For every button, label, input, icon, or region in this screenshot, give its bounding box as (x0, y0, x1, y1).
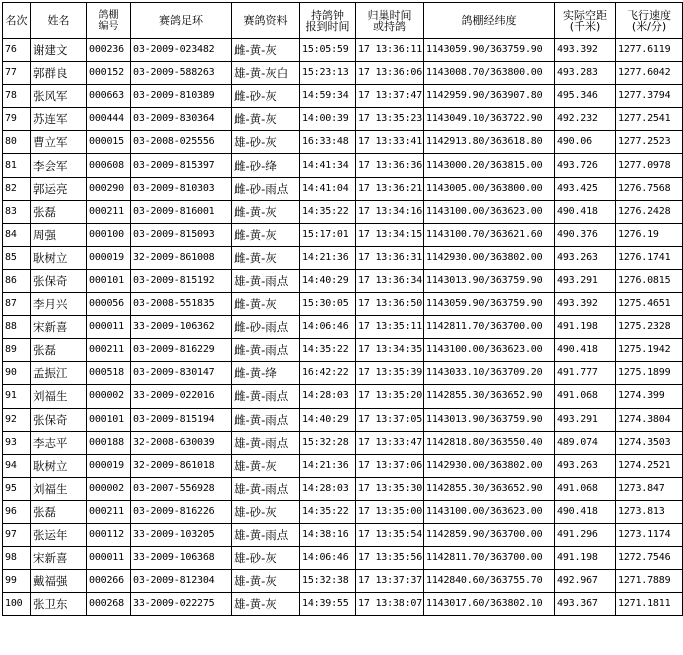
cell-ring: 03-2009-810389 (131, 85, 232, 108)
cell-rank: 97 (3, 523, 31, 546)
cell-speed: 1274.3503 (616, 431, 683, 454)
cell-speed: 1277.6119 (616, 39, 683, 62)
cell-coordinates: 1143100.00/363623.00 (424, 500, 555, 523)
cell-speed: 1274.3804 (616, 408, 683, 431)
cell-ring: 33-2009-103205 (131, 523, 232, 546)
cell-info: 雌-黄-灰 (232, 108, 300, 131)
cell-loft-number: 000019 (87, 454, 131, 477)
table-row (3, 177, 683, 200)
cell-rank: 81 (3, 154, 31, 177)
cell-ring: 03-2009-816226 (131, 500, 232, 523)
cell-coordinates: 1142840.60/363755.70 (424, 570, 555, 593)
cell-speed: 1275.4651 (616, 293, 683, 316)
cell-ring: 03-2009-815093 (131, 223, 232, 246)
cell-info: 雌-砂-雨点 (232, 177, 300, 200)
header-clock-time (300, 3, 356, 39)
cell-distance: 492.232 (555, 108, 616, 131)
cell-loft-number: 000663 (87, 85, 131, 108)
cell-arrival-time: 17 13:36:06 (356, 62, 424, 85)
header-rank: 名次 (3, 3, 31, 39)
table-row (3, 408, 683, 431)
cell-loft-number: 000236 (87, 39, 131, 62)
table-row (3, 154, 683, 177)
cell-loft-number: 000015 (87, 131, 131, 154)
cell-rank: 84 (3, 223, 31, 246)
cell-distance: 490.418 (555, 339, 616, 362)
cell-coordinates: 1142930.00/363802.00 (424, 246, 555, 269)
cell-ring: 03-2009-812304 (131, 570, 232, 593)
cell-ring: 33-2009-022275 (131, 593, 232, 616)
cell-coordinates: 1143049.10/363722.90 (424, 108, 555, 131)
cell-ring: 03-2008-025556 (131, 131, 232, 154)
cell-distance: 493.392 (555, 39, 616, 62)
cell-name: 孟振江 (31, 362, 87, 385)
cell-distance: 493.291 (555, 408, 616, 431)
cell-distance: 491.068 (555, 385, 616, 408)
cell-ring: 33-2009-106368 (131, 547, 232, 570)
table-row (3, 85, 683, 108)
cell-coordinates: 1142913.80/363618.80 (424, 131, 555, 154)
cell-ring: 03-2008-551835 (131, 293, 232, 316)
cell-arrival-time: 17 13:34:16 (356, 200, 424, 223)
header-name: 姓名 (31, 3, 87, 39)
cell-clock-time: 14:21:36 (300, 246, 356, 269)
cell-info: 雌-黄-灰 (232, 246, 300, 269)
cell-distance: 490.418 (555, 200, 616, 223)
cell-coordinates: 1143033.10/363709.20 (424, 362, 555, 385)
table-row (3, 269, 683, 292)
header-distance (555, 3, 616, 39)
cell-ring: 03-2009-815194 (131, 408, 232, 431)
cell-name: 耿树立 (31, 454, 87, 477)
header-ring: 赛鸽足环 (131, 3, 232, 39)
cell-name: 曹立军 (31, 131, 87, 154)
cell-rank: 96 (3, 500, 31, 523)
cell-arrival-time: 17 13:33:47 (356, 431, 424, 454)
cell-coordinates: 1143059.90/363759.90 (424, 39, 555, 62)
cell-speed: 1275.1942 (616, 339, 683, 362)
cell-speed: 1271.1811 (616, 593, 683, 616)
cell-distance: 493.726 (555, 154, 616, 177)
cell-speed: 1274.399 (616, 385, 683, 408)
cell-name: 张保奇 (31, 269, 87, 292)
cell-arrival-time: 17 13:37:37 (356, 570, 424, 593)
cell-info: 雄-砂-灰 (232, 131, 300, 154)
cell-clock-time: 14:06:46 (300, 316, 356, 339)
table-row (3, 62, 683, 85)
race-results-table (2, 2, 683, 616)
cell-name: 宋新喜 (31, 547, 87, 570)
cell-rank: 94 (3, 454, 31, 477)
cell-loft-number: 000112 (87, 523, 131, 546)
cell-speed: 1276.0815 (616, 269, 683, 292)
cell-rank: 86 (3, 269, 31, 292)
header-row (3, 3, 683, 39)
cell-clock-time: 14:28:03 (300, 477, 356, 500)
cell-distance: 492.967 (555, 570, 616, 593)
cell-ring: 32-2009-861018 (131, 454, 232, 477)
cell-loft-number: 000011 (87, 547, 131, 570)
cell-coordinates: 1142811.70/363700.00 (424, 547, 555, 570)
cell-rank: 99 (3, 570, 31, 593)
cell-speed: 1277.3794 (616, 85, 683, 108)
header-loft-number (87, 3, 131, 39)
header-clock-line1: 持鸽钟 (311, 8, 344, 22)
cell-ring: 03-2009-830364 (131, 108, 232, 131)
table-row (3, 385, 683, 408)
cell-distance: 491.198 (555, 316, 616, 339)
cell-clock-time: 14:35:22 (300, 500, 356, 523)
cell-arrival-time: 17 13:36:36 (356, 154, 424, 177)
cell-distance: 491.296 (555, 523, 616, 546)
cell-loft-number: 000002 (87, 385, 131, 408)
cell-distance: 491.198 (555, 547, 616, 570)
cell-arrival-time: 17 13:36:21 (356, 177, 424, 200)
cell-distance: 493.291 (555, 269, 616, 292)
cell-clock-time: 14:35:22 (300, 339, 356, 362)
cell-speed: 1277.0978 (616, 154, 683, 177)
cell-rank: 98 (3, 547, 31, 570)
cell-distance: 493.425 (555, 177, 616, 200)
cell-speed: 1271.7889 (616, 570, 683, 593)
cell-loft-number: 000211 (87, 500, 131, 523)
cell-clock-time: 16:42:22 (300, 362, 356, 385)
results-table-container (2, 2, 683, 616)
cell-arrival-time: 17 13:35:20 (356, 385, 424, 408)
cell-clock-time: 14:41:34 (300, 154, 356, 177)
cell-loft-number: 000100 (87, 223, 131, 246)
cell-loft-number: 000002 (87, 477, 131, 500)
cell-clock-time: 14:38:16 (300, 523, 356, 546)
cell-arrival-time: 17 13:33:41 (356, 131, 424, 154)
cell-coordinates: 1143100.00/363623.00 (424, 200, 555, 223)
cell-name: 郭运亮 (31, 177, 87, 200)
cell-coordinates: 1142859.90/363700.00 (424, 523, 555, 546)
cell-distance: 493.367 (555, 593, 616, 616)
cell-speed: 1277.6042 (616, 62, 683, 85)
cell-info: 雄-黄-灰白 (232, 62, 300, 85)
cell-rank: 93 (3, 431, 31, 454)
cell-arrival-time: 17 13:35:11 (356, 316, 424, 339)
cell-info: 雌-黄-灰 (232, 223, 300, 246)
header-speed-line1: 飞行速度 (627, 8, 671, 22)
cell-coordinates: 1142959.90/363907.80 (424, 85, 555, 108)
cell-speed: 1277.2523 (616, 131, 683, 154)
cell-speed: 1273.847 (616, 477, 683, 500)
cell-arrival-time: 17 13:36:31 (356, 246, 424, 269)
cell-name: 张风军 (31, 85, 87, 108)
cell-arrival-time: 17 13:36:50 (356, 293, 424, 316)
header-loft-line2: 编号 (98, 20, 119, 32)
cell-rank: 92 (3, 408, 31, 431)
cell-distance: 491.777 (555, 362, 616, 385)
cell-name: 周强 (31, 223, 87, 246)
cell-coordinates: 1143013.90/363759.90 (424, 408, 555, 431)
cell-coordinates: 1142855.30/363652.90 (424, 477, 555, 500)
cell-speed: 1274.2521 (616, 454, 683, 477)
cell-name: 戴福强 (31, 570, 87, 593)
cell-arrival-time: 17 13:36:11 (356, 39, 424, 62)
cell-info: 雄-黄-雨点 (232, 269, 300, 292)
cell-loft-number: 000444 (87, 108, 131, 131)
cell-clock-time: 14:21:36 (300, 454, 356, 477)
cell-clock-time: 15:17:01 (300, 223, 356, 246)
cell-rank: 90 (3, 362, 31, 385)
cell-rank: 77 (3, 62, 31, 85)
cell-ring: 32-2009-861008 (131, 246, 232, 269)
cell-coordinates: 1143059.90/363759.90 (424, 293, 555, 316)
results-body (3, 39, 683, 616)
cell-name: 张磊 (31, 339, 87, 362)
cell-arrival-time: 17 13:37:47 (356, 85, 424, 108)
cell-coordinates: 1142818.80/363550.40 (424, 431, 555, 454)
cell-clock-time: 15:32:28 (300, 431, 356, 454)
cell-info: 雄-黄-雨点 (232, 523, 300, 546)
cell-ring: 03-2009-816001 (131, 200, 232, 223)
cell-distance: 493.283 (555, 62, 616, 85)
cell-arrival-time: 17 13:34:35 (356, 339, 424, 362)
cell-info: 雄-黄-灰 (232, 570, 300, 593)
cell-info: 雌-黄-绛 (232, 362, 300, 385)
cell-rank: 76 (3, 39, 31, 62)
cell-arrival-time: 17 13:37:05 (356, 408, 424, 431)
cell-speed: 1275.1899 (616, 362, 683, 385)
cell-distance: 493.392 (555, 293, 616, 316)
cell-arrival-time: 17 13:35:39 (356, 362, 424, 385)
header-speed-line2: (米/分) (631, 19, 667, 33)
cell-name: 张磊 (31, 500, 87, 523)
header-info: 赛鸽资料 (232, 3, 300, 39)
table-row (3, 454, 683, 477)
cell-info: 雌-黄-灰 (232, 39, 300, 62)
table-row (3, 293, 683, 316)
table-row (3, 316, 683, 339)
cell-distance: 490.06 (555, 131, 616, 154)
cell-arrival-time: 17 13:35:00 (356, 500, 424, 523)
cell-ring: 03-2009-588263 (131, 62, 232, 85)
cell-clock-time: 14:40:29 (300, 269, 356, 292)
table-row (3, 593, 683, 616)
cell-arrival-time: 17 13:35:56 (356, 547, 424, 570)
cell-name: 张卫东 (31, 593, 87, 616)
cell-name: 谢建文 (31, 39, 87, 62)
cell-info: 雌-砂-灰 (232, 85, 300, 108)
table-row (3, 477, 683, 500)
cell-ring: 03-2007-556928 (131, 477, 232, 500)
cell-speed: 1276.19 (616, 223, 683, 246)
cell-clock-time: 15:30:05 (300, 293, 356, 316)
cell-rank: 83 (3, 200, 31, 223)
cell-clock-time: 16:33:48 (300, 131, 356, 154)
cell-name: 郭群良 (31, 62, 87, 85)
cell-info: 雄-黄-雨点 (232, 431, 300, 454)
cell-distance: 495.346 (555, 85, 616, 108)
cell-rank: 80 (3, 131, 31, 154)
cell-coordinates: 1143008.70/363800.00 (424, 62, 555, 85)
cell-ring: 03-2009-815192 (131, 269, 232, 292)
cell-clock-time: 14:59:34 (300, 85, 356, 108)
cell-name: 李志平 (31, 431, 87, 454)
cell-info: 雌-砂-雨点 (232, 316, 300, 339)
table-row (3, 500, 683, 523)
cell-distance: 491.068 (555, 477, 616, 500)
cell-loft-number: 000518 (87, 362, 131, 385)
cell-ring: 32-2008-630039 (131, 431, 232, 454)
cell-speed: 1276.1741 (616, 246, 683, 269)
cell-coordinates: 1143013.90/363759.90 (424, 269, 555, 292)
cell-speed: 1276.2428 (616, 200, 683, 223)
table-row (3, 223, 683, 246)
cell-info: 雌-黄-灰 (232, 293, 300, 316)
cell-clock-time: 14:35:22 (300, 200, 356, 223)
cell-info: 雌-黄-灰 (232, 200, 300, 223)
cell-loft-number: 000019 (87, 246, 131, 269)
table-row (3, 547, 683, 570)
table-row (3, 131, 683, 154)
cell-ring: 03-2009-810303 (131, 177, 232, 200)
header-arrival-time (356, 3, 424, 39)
cell-arrival-time: 17 13:35:54 (356, 523, 424, 546)
cell-name: 苏连军 (31, 108, 87, 131)
cell-loft-number: 000101 (87, 269, 131, 292)
header-loft-line1: 鸽棚 (98, 9, 119, 21)
table-row (3, 339, 683, 362)
cell-distance: 490.376 (555, 223, 616, 246)
cell-ring: 03-2009-830147 (131, 362, 232, 385)
cell-arrival-time: 17 13:37:06 (356, 454, 424, 477)
cell-info: 雄-黄-雨点 (232, 477, 300, 500)
cell-clock-time: 14:28:03 (300, 385, 356, 408)
cell-name: 刘福生 (31, 477, 87, 500)
cell-rank: 85 (3, 246, 31, 269)
cell-clock-time: 14:06:46 (300, 547, 356, 570)
cell-info: 雄-黄-灰 (232, 454, 300, 477)
table-row (3, 108, 683, 131)
cell-clock-time: 14:39:55 (300, 593, 356, 616)
cell-speed: 1277.2541 (616, 108, 683, 131)
cell-clock-time: 15:23:13 (300, 62, 356, 85)
cell-loft-number: 000152 (87, 62, 131, 85)
cell-loft-number: 000011 (87, 316, 131, 339)
cell-coordinates: 1143100.00/363623.00 (424, 339, 555, 362)
cell-speed: 1273.813 (616, 500, 683, 523)
cell-info: 雌-黄-雨点 (232, 339, 300, 362)
cell-rank: 79 (3, 108, 31, 131)
cell-arrival-time: 17 13:34:15 (356, 223, 424, 246)
table-row (3, 362, 683, 385)
cell-arrival-time: 17 13:36:34 (356, 269, 424, 292)
cell-rank: 95 (3, 477, 31, 500)
cell-speed: 1275.2328 (616, 316, 683, 339)
cell-name: 刘福生 (31, 385, 87, 408)
header-arrival-line1: 归巢时间 (367, 8, 412, 22)
header-distance-line2: (千米) (569, 19, 601, 33)
cell-ring: 33-2009-022016 (131, 385, 232, 408)
cell-arrival-time: 17 13:35:30 (356, 477, 424, 500)
cell-coordinates: 1142855.30/363652.90 (424, 385, 555, 408)
cell-info: 雌-砂-绛 (232, 154, 300, 177)
cell-loft-number: 000056 (87, 293, 131, 316)
cell-ring: 33-2009-106362 (131, 316, 232, 339)
cell-distance: 493.263 (555, 246, 616, 269)
table-row (3, 523, 683, 546)
cell-name: 宋新喜 (31, 316, 87, 339)
cell-info: 雄-砂-灰 (232, 500, 300, 523)
table-row (3, 246, 683, 269)
cell-loft-number: 000266 (87, 570, 131, 593)
cell-rank: 100 (3, 593, 31, 616)
cell-info: 雌-黄-雨点 (232, 408, 300, 431)
cell-name: 张磊 (31, 200, 87, 223)
cell-loft-number: 000101 (87, 408, 131, 431)
cell-coordinates: 1142811.70/363700.00 (424, 316, 555, 339)
cell-ring: 03-2009-815397 (131, 154, 232, 177)
cell-coordinates: 1143000.20/363815.00 (424, 154, 555, 177)
cell-rank: 87 (3, 293, 31, 316)
cell-rank: 88 (3, 316, 31, 339)
cell-loft-number: 000211 (87, 200, 131, 223)
cell-speed: 1273.1174 (616, 523, 683, 546)
cell-distance: 493.263 (555, 454, 616, 477)
cell-loft-number: 000608 (87, 154, 131, 177)
table-row (3, 570, 683, 593)
cell-clock-time: 15:05:59 (300, 39, 356, 62)
cell-ring: 03-2009-023482 (131, 39, 232, 62)
cell-rank: 89 (3, 339, 31, 362)
cell-loft-number: 000290 (87, 177, 131, 200)
cell-loft-number: 000211 (87, 339, 131, 362)
cell-coordinates: 1142930.00/363802.00 (424, 454, 555, 477)
cell-clock-time: 14:00:39 (300, 108, 356, 131)
header-distance-line1: 实际空距 (563, 8, 607, 22)
cell-clock-time: 14:41:04 (300, 177, 356, 200)
cell-rank: 91 (3, 385, 31, 408)
table-row (3, 431, 683, 454)
cell-rank: 78 (3, 85, 31, 108)
header-arrival-line2: 或持鸽 (373, 19, 406, 33)
cell-arrival-time: 17 13:38:07 (356, 593, 424, 616)
header-coordinates: 鸽棚经纬度 (424, 3, 555, 39)
cell-name: 张运年 (31, 523, 87, 546)
cell-speed: 1276.7568 (616, 177, 683, 200)
cell-name: 耿树立 (31, 246, 87, 269)
header-speed (616, 3, 683, 39)
cell-coordinates: 1143017.60/363802.10 (424, 593, 555, 616)
table-row (3, 39, 683, 62)
cell-name: 李会军 (31, 154, 87, 177)
cell-info: 雌-黄-雨点 (232, 385, 300, 408)
cell-name: 张保奇 (31, 408, 87, 431)
header-clock-line2: 报到时间 (305, 19, 350, 33)
cell-name: 李月兴 (31, 293, 87, 316)
cell-speed: 1272.7546 (616, 547, 683, 570)
cell-info: 雄-黄-灰 (232, 593, 300, 616)
cell-loft-number: 000188 (87, 431, 131, 454)
cell-arrival-time: 17 13:35:23 (356, 108, 424, 131)
cell-clock-time: 14:40:29 (300, 408, 356, 431)
cell-coordinates: 1143005.00/363800.00 (424, 177, 555, 200)
cell-info: 雄-砂-灰 (232, 547, 300, 570)
cell-coordinates: 1143100.70/363621.60 (424, 223, 555, 246)
cell-ring: 03-2009-816229 (131, 339, 232, 362)
cell-loft-number: 000268 (87, 593, 131, 616)
table-row (3, 200, 683, 223)
cell-clock-time: 15:32:38 (300, 570, 356, 593)
cell-distance: 489.074 (555, 431, 616, 454)
cell-distance: 490.418 (555, 500, 616, 523)
cell-rank: 82 (3, 177, 31, 200)
